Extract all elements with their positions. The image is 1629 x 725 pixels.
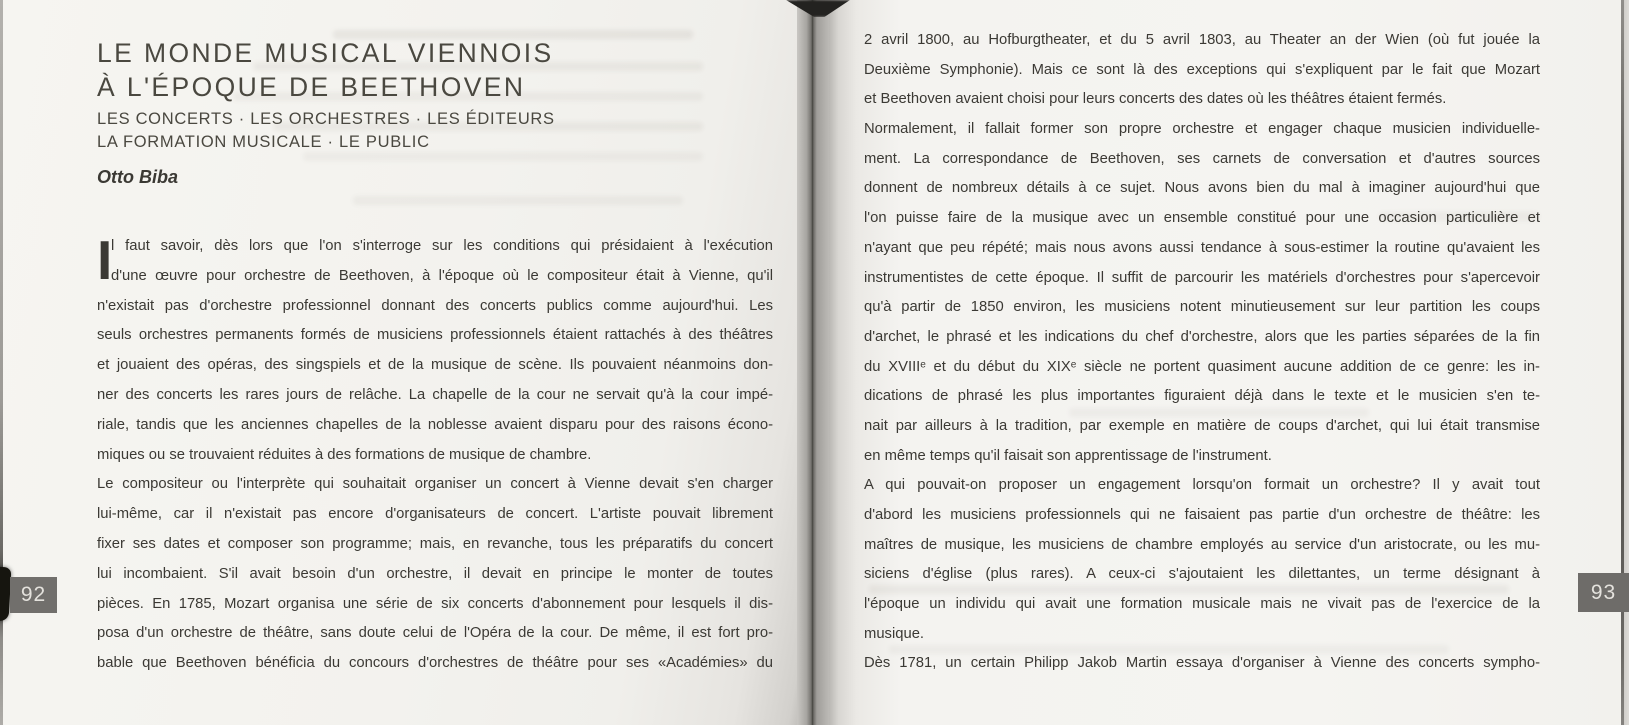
- text-line: ment. La correspondance de Beethoven, ses carnets de conversation et d'autres sources: [864, 150, 1540, 167]
- chapter-title-line2: À L'ÉPOQUE DE BEETHOVEN: [97, 72, 526, 102]
- text-line: A qui pouvait-on proposer un engagement lorsqu'on formait un orchestre? Il y avait tout: [864, 477, 1540, 494]
- right-page-text: [864, 26, 1540, 679]
- text-line: l'on puisse faire de la musique avec un ensemble constitué pour une occasion particulière et: [864, 210, 1540, 227]
- text-line: et Beethoven avaient choisi pour leurs concerts des dates où les théâtres étaient fermés.: [864, 91, 1447, 108]
- text-line: Dès 1781, un certain Philipp Jakob Martin essaya d'organiser à Vienne des concerts sympho-: [864, 655, 1540, 672]
- chapter-title-line1: LE MONDE MUSICAL VIENNOIS: [97, 38, 554, 68]
- text-line: l'époque un individu qui avait une formation musicale mais ne vivait pas de l'exercice de la: [864, 596, 1540, 613]
- text-line: l faut savoir, dès lors que l'on s'interroge sur les conditions qui présidaient à l'exécution: [111, 238, 773, 254]
- right-page-edge: [1624, 0, 1629, 725]
- author-name: Otto Biba: [97, 167, 178, 187]
- text-line: siciens d'église (plus rares). A ceux-ci s'ajoutaient les dilettantes, un terme désignant à: [864, 566, 1540, 583]
- text-line: 2 avril 1800, au Hofburgtheater, et du 5 avril 1803, au Theater an der Wien (où fut jouée la: [864, 32, 1540, 48]
- text-line: n'ayant que peu répété; mais nous avons aussi tendance à sous-estimer la routine qu'avaient les: [864, 239, 1540, 256]
- text-line: en même temps qu'il faisait son apprentissage de l'instrument.: [864, 447, 1272, 464]
- text-line: qu'à partir de 1850 environ, les musiciens notent minutieusement sur leur partition les coups: [864, 299, 1540, 316]
- text-line: lui incombaient. S'il avait besoin d'un orchestre, il devait en principe le monter de toutes: [97, 565, 773, 582]
- left-page-text: [97, 229, 773, 679]
- text-line: riale, tandis que les anciennes chapelles de la noblesse avaient disparu pour des raisons écono-: [97, 416, 773, 433]
- text-line: Le compositeur ou l'interprète qui souhaitait organiser un concert à Vienne devait s'en charger: [97, 476, 773, 493]
- text-line: pièces. En 1785, Mozart organisa une série de six concerts d'abonnement pour lesquels il dis-: [97, 595, 773, 612]
- chapter-title: [97, 36, 717, 104]
- text-line: d'abord les musiciens professionnels qui ne faisaient pas partie d'un orchestre de théâtre: les: [864, 507, 1540, 523]
- text-line: fixer ses dates et composer son programme; mais, en revanche, tous les préparatifs du concert: [97, 535, 773, 552]
- chapter-subtitle-line2: LA FORMATION MUSICALE · LE PUBLIC: [97, 133, 430, 151]
- text-line: et jouaient des opéras, des singspiels et de la musique de scène. Ils pouvaient néanmoins don-: [97, 357, 773, 374]
- text-line: bable que Beethoven bénéficia du concours d'orchestres de théâtre pour ses «Académies» du: [97, 655, 773, 672]
- text-line: seuls orchestres permanents formés de musiciens professionnels étaient rattachés à des théâtres: [97, 327, 773, 344]
- text-line: lui-même, car il n'existait pas encore d'organisateurs de concert. L'artiste pouvait librement: [97, 506, 773, 523]
- text-line: nait par ailleurs à la tradition, par exemple en matière de coups d'archet, qui lui était transmise: [864, 417, 1540, 434]
- text-line: du XVIIIᵉ et du début du XIXᵉ siècle ne portent quasiment aucune addition de ce genre: les in-: [864, 358, 1540, 375]
- chapter-subtitle: [97, 108, 717, 154]
- text-line: miques ou se trouvaient réduites à des formations de musique de chambre.: [97, 446, 592, 463]
- text-line: ner des concerts les rares jours de relâche. La chapelle de la cour ne servait qu'à la cour impé-: [97, 386, 773, 403]
- page-number-right: 93: [1578, 573, 1629, 612]
- book-gutter: [797, 0, 829, 725]
- text-line: Normalement, il fallait former son propre orchestre et engager chaque musicien individuelle-: [864, 121, 1540, 138]
- text-line: instrumentistes de cette époque. Il suffit de parcourir les matériels d'orchestres pour s'apercevoir: [864, 269, 1540, 286]
- text-line: dications de phrasé les plus importantes figuraient déjà dans le texte et le musicien s'en te-: [864, 388, 1540, 405]
- text-line: d'une œuvre pour orchestre de Beethoven, à l'époque où le compositeur était à Vienne, qu'il: [111, 267, 773, 284]
- page-number-left: 92: [10, 577, 57, 613]
- text-line: Deuxième Symphonie). Mais ce sont là des exceptions qui s'expliquent par le fait que Mozart: [864, 61, 1540, 78]
- chapter-subtitle-line1: LES CONCERTS · LES ORCHESTRES · LES ÉDITEURS: [97, 110, 555, 128]
- drop-cap: I: [97, 229, 113, 291]
- text-line: maîtres de musique, les musiciens de chambre employés au service d'un aristocrate, ou les mu-: [864, 536, 1540, 553]
- text-line: donnent de nombreux détails à ce sujet. Nous avons bien du mal à imaginer aujourd'hui que: [864, 180, 1540, 197]
- text-line: musique.: [864, 625, 925, 642]
- text-line: n'existait pas d'orchestre professionnel donnant des concerts publics comme aujourd'hui. Les: [97, 297, 773, 314]
- text-line: posa d'un orchestre de théâtre, sans doute celui de l'Opéra de la cour. De même, il est fort pro-: [97, 625, 773, 642]
- text-line: d'archet, le phrasé et les indications du chef d'orchestre, alors que les parties séparées de la fin: [864, 328, 1540, 345]
- show-through-ghost: [353, 196, 683, 205]
